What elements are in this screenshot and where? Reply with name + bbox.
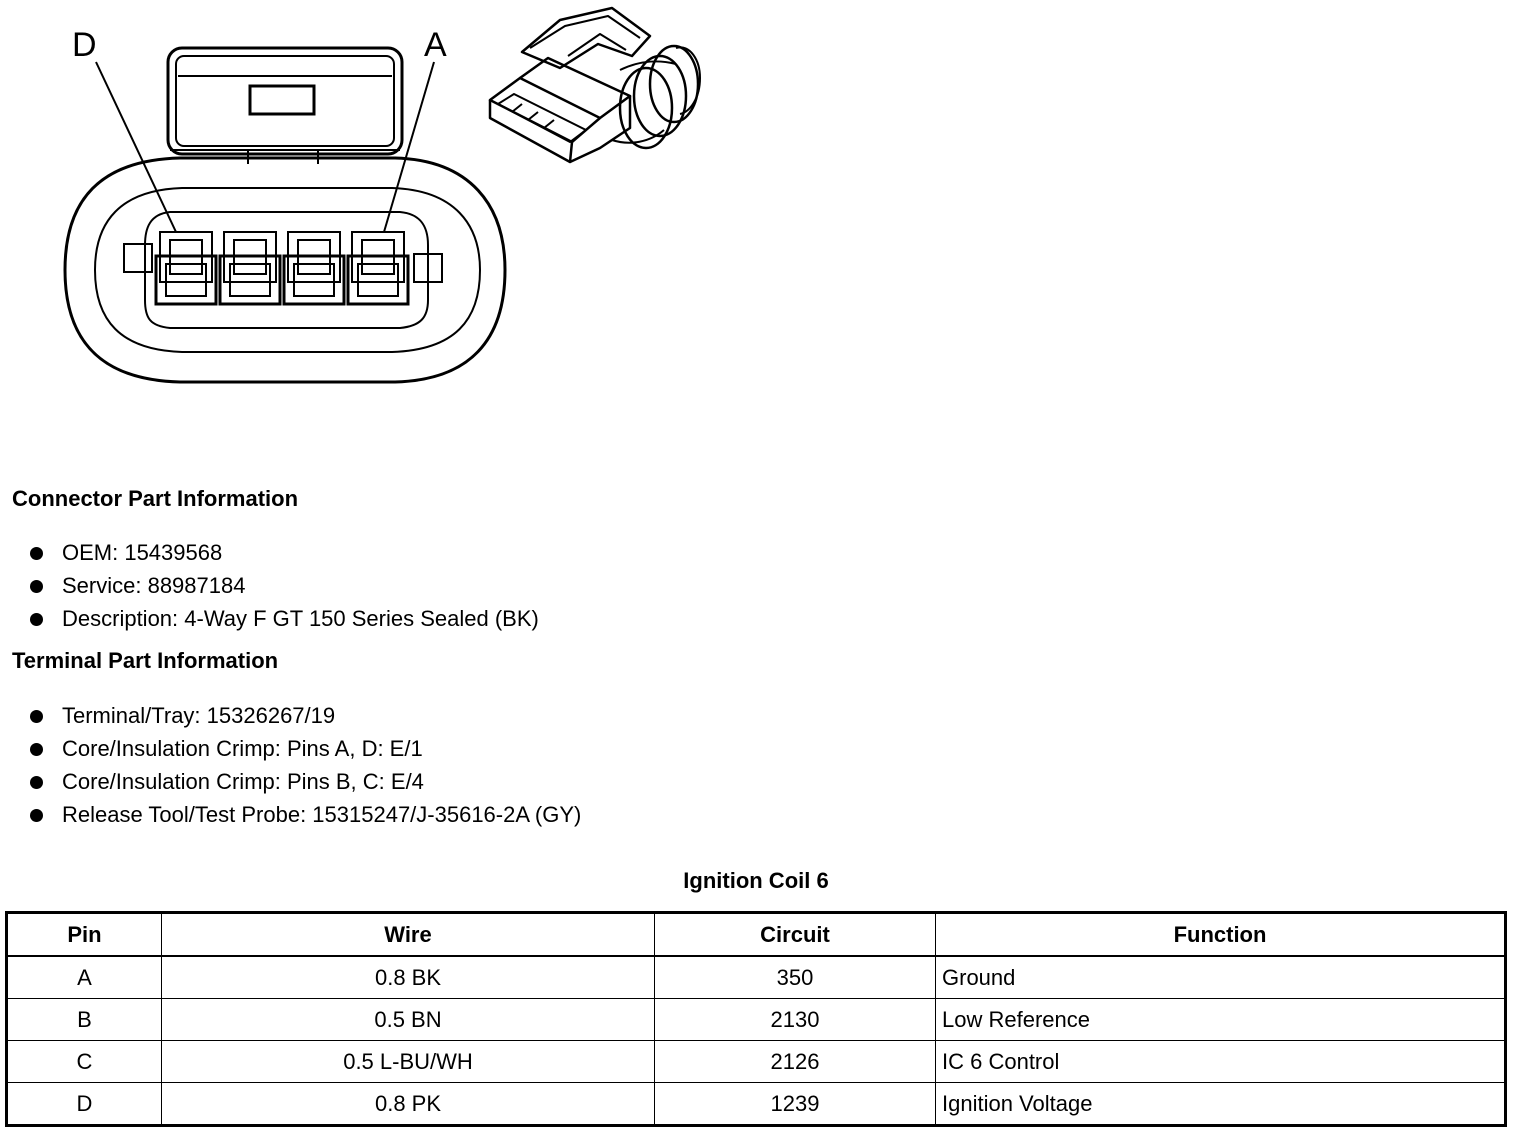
pinout-table xyxy=(5,911,1507,1127)
terminal-part-list xyxy=(30,699,581,831)
list-item: Release Tool/Test Probe: 15315247/J-35616-2A (GY) xyxy=(30,798,581,831)
connector-perspective-icon xyxy=(490,8,700,162)
pin-label-d: D xyxy=(72,26,97,64)
cell-circuit: 1239 xyxy=(655,1083,936,1126)
connector-part-list xyxy=(30,536,539,635)
cell-wire: 0.8 BK xyxy=(162,956,655,999)
column-header-function: Function xyxy=(936,913,1506,957)
cell-pin: B xyxy=(7,999,162,1041)
cell-function: IC 6 Control xyxy=(936,1041,1506,1083)
cell-function: Ignition Voltage xyxy=(936,1083,1506,1126)
bullet-icon xyxy=(30,547,43,560)
cell-circuit: 350 xyxy=(655,956,936,999)
table-row xyxy=(7,1041,1506,1083)
cell-pin: D xyxy=(7,1083,162,1126)
column-header-pin: Pin xyxy=(7,913,162,957)
list-item: OEM: 15439568 xyxy=(30,536,539,569)
pin-label-a: A xyxy=(424,26,447,64)
list-item: Core/Insulation Crimp: Pins A, D: E/1 xyxy=(30,732,581,765)
terminal-part-heading: Terminal Part Information xyxy=(12,648,279,673)
table-row xyxy=(7,956,1506,999)
cell-wire: 0.8 PK xyxy=(162,1083,655,1126)
cell-wire: 0.5 BN xyxy=(162,999,655,1041)
table-row xyxy=(7,1083,1506,1126)
list-item: Core/Insulation Crimp: Pins B, C: E/4 xyxy=(30,765,581,798)
list-item: Terminal/Tray: 15326267/19 xyxy=(30,699,581,732)
connector-face-icon xyxy=(65,48,505,382)
bullet-icon xyxy=(30,809,43,822)
cell-pin: A xyxy=(7,956,162,999)
cell-pin: C xyxy=(7,1041,162,1083)
bullet-icon xyxy=(30,710,43,723)
connector-diagram xyxy=(0,0,720,400)
connector-part-heading: Connector Part Information xyxy=(12,486,299,511)
bullet-icon xyxy=(30,743,43,756)
column-header-circuit: Circuit xyxy=(655,913,936,957)
table-header-row xyxy=(7,913,1506,957)
cell-function: Ground xyxy=(936,956,1506,999)
cell-wire: 0.5 L-BU/WH xyxy=(162,1041,655,1083)
cell-circuit: 2130 xyxy=(655,999,936,1041)
bullet-icon xyxy=(30,580,43,593)
bullet-icon xyxy=(30,613,43,626)
table-row xyxy=(7,999,1506,1041)
cell-function: Low Reference xyxy=(936,999,1506,1041)
cell-circuit: 2126 xyxy=(655,1041,936,1083)
list-item: Description: 4-Way F GT 150 Series Sealed (BK) xyxy=(30,602,539,635)
column-header-wire: Wire xyxy=(162,913,655,957)
list-item: Service: 88987184 xyxy=(30,569,539,602)
bullet-icon xyxy=(30,776,43,789)
table-title: Ignition Coil 6 xyxy=(683,868,829,893)
